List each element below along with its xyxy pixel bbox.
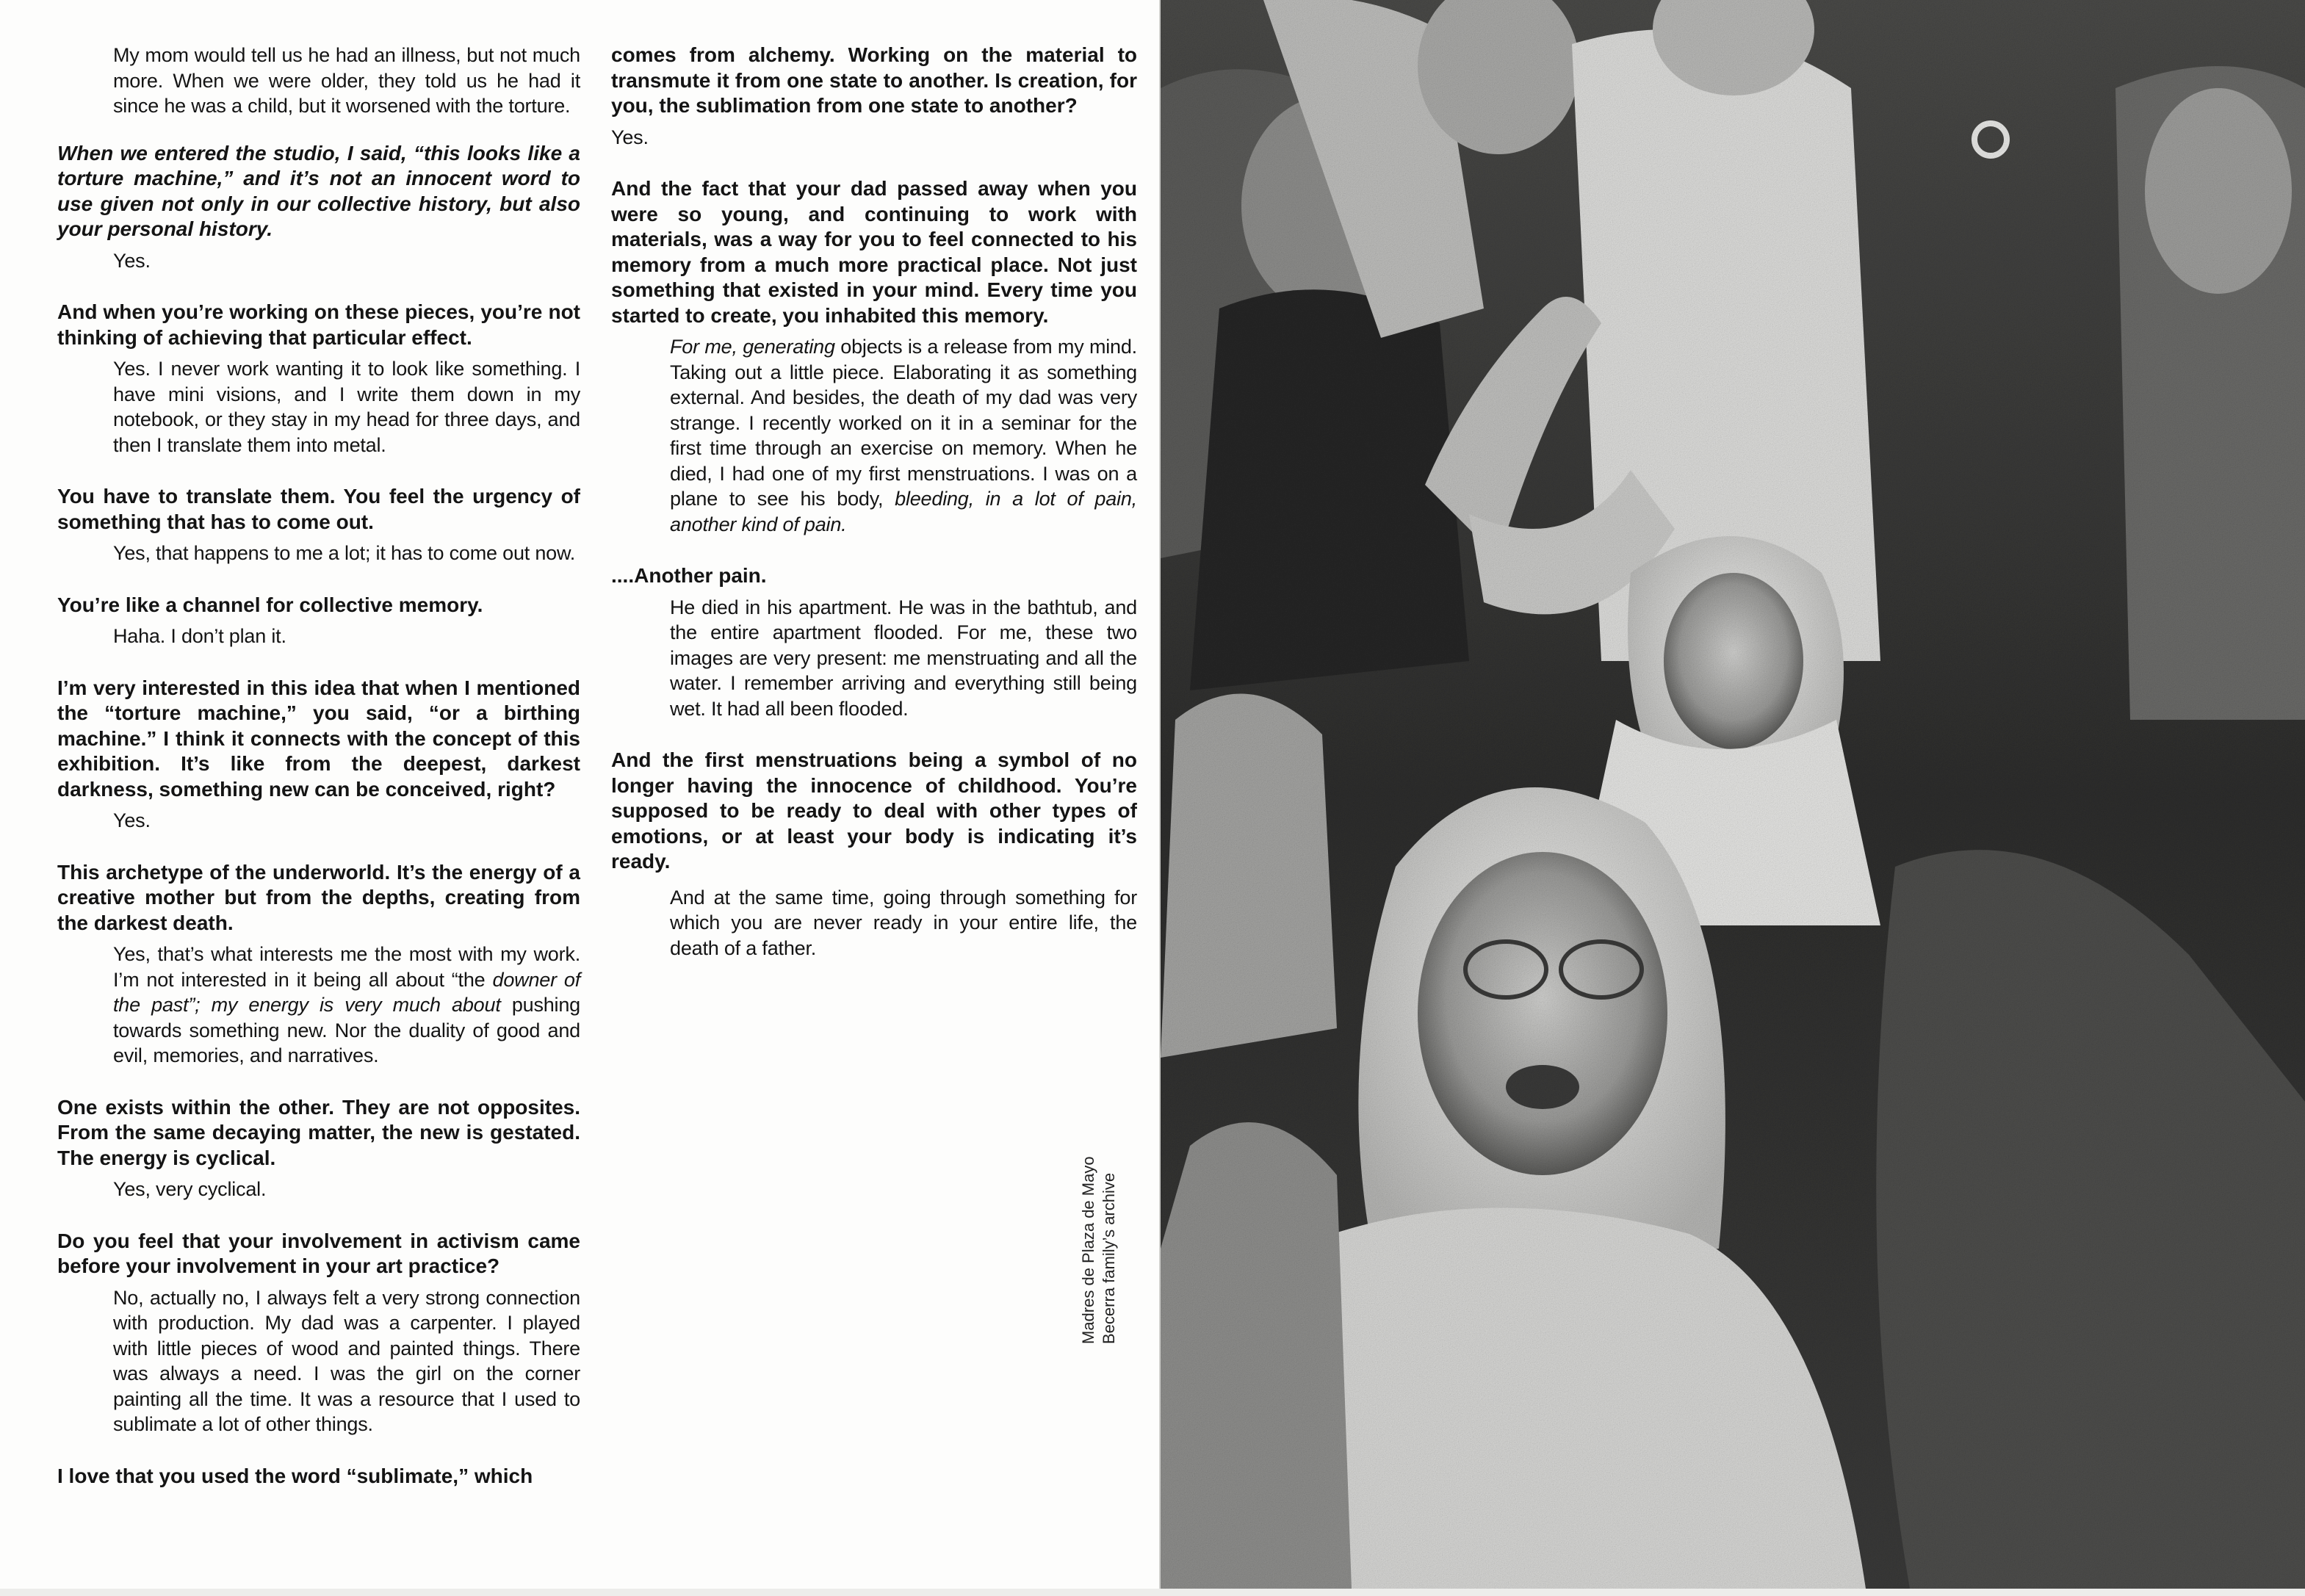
qa-block: [57, 860, 580, 1069]
text-column-1: [57, 43, 580, 1515]
answer-text: [670, 334, 1137, 537]
qa-block: [57, 1229, 580, 1437]
question-text: One exists within the other. They are not opposites. From the same decaying matter, the new is gestated. The energy is cyclical.: [57, 1095, 580, 1169]
caption-line: Madres de Plaza de Mayo: [1079, 1156, 1097, 1344]
arm-foreground: [1161, 1122, 1352, 1589]
qa-block: [57, 1464, 580, 1490]
qa-block: [611, 563, 1137, 721]
question-text: And the first menstruations being a symbol of no longer having the innocence of childhood. You’re supposed to be ready to deal with other types of emotions, or at least your body is indicating it’s ready.: [611, 748, 1137, 873]
question-text: You have to translate them. You feel the urgency of something that has to come out.: [57, 485, 580, 533]
answer-text: No, actually no, I always felt a very strong connection with production. My dad was a carpenter. I played with little pieces of wood and painted things. There was always a need. I was the girl on the corner painting all the time. It was a resource that I used to sublimate a lot of other things.: [113, 1286, 580, 1435]
qa-block: [57, 676, 580, 834]
qa-block: [57, 141, 580, 274]
answer-text: Yes.: [611, 126, 649, 148]
answer-italic: bleeding, in a lot of pain, another kind of pain.: [670, 488, 1137, 535]
question-text: This archetype of the underworld. It’s the energy of a creative mother but from the depths, creating from the darkest death.: [57, 860, 580, 934]
answer-text: And at the same time, going through something for which you are never ready in your entire life, the death of a father.: [670, 886, 1137, 959]
answer-text: My mom would tell us he had an illness, but not much more. When we were older, they told us he had it since he was a child, but it worsened with the torture.: [113, 44, 580, 117]
answer-span: objects is a release from my mind. Taking out a little piece. Elaborating it as something external. And besides, the death of my dad was very strange. I recently worked on it in a seminar for the first time through an exercise on memory. When he died, I had one of my first menstruations. I was on a plane to see his body,: [670, 336, 1137, 510]
open-mouth: [1506, 1065, 1579, 1109]
answer-italic: downer of the past”; my energy is very much about: [113, 968, 581, 1016]
woman-face-front: [1418, 852, 1667, 1175]
question-text: When we entered the studio, I said, “this looks like a torture machine,” and it’s not an innocent word to use given not only in our collective history, but also your personal history.: [57, 141, 580, 240]
question-text: ....Another pain.: [611, 564, 767, 587]
right-page-photo: [1161, 0, 2305, 1589]
answer-text: He died in his apartment. He was in the bathtub, and the entire apartment flooded. For me, these two images are very present: me menstruating and all the water. I remember arriving and everything still being wet. It had all been flooded.: [670, 596, 1137, 720]
man-jacket: [1190, 289, 1469, 690]
woman-face-middle: [1664, 573, 1803, 749]
answer-text: Haha. I don’t plan it.: [113, 625, 286, 647]
answer-span: Yes, that’s what interests me the most with my work. I’m not interested in it being all about “the: [113, 943, 580, 991]
caption-line: Becerra family’s archive: [1100, 1172, 1118, 1344]
qa-block: [611, 176, 1137, 537]
question-text: You’re like a channel for collective memory.: [57, 593, 483, 616]
qa-block: [57, 593, 580, 649]
answer-text: Yes.: [113, 809, 151, 831]
answer-text: Yes, that happens to me a lot; it has to come out now.: [113, 542, 576, 564]
qa-block: [57, 43, 580, 119]
answer-text: Yes, very cyclical.: [113, 1178, 267, 1200]
question-text: And the fact that your dad passed away when you were so young, and continuing to work with materials, was a way for you to feel connected to his memory from a much more practical place. Not just something that existed in your mind. Every time you started to create, you inhabited this memory.: [611, 177, 1137, 327]
qa-block: [611, 748, 1137, 961]
qa-block: [57, 484, 580, 566]
question-text: Do you feel that your involvement in activism came before your involvement in your art practice?: [57, 1229, 580, 1277]
answer-span: pushing towards something new. Nor the duality of good and evil, memories, and narratives.: [113, 994, 580, 1066]
text-column-2: [611, 43, 1137, 987]
photo-content: [1161, 0, 2305, 1589]
question-text: I love that you used the word “sublimate,” which: [57, 1464, 533, 1487]
qa-block: [57, 1095, 580, 1202]
answer-text: Yes. I never work wanting it to look like something. I have mini visions, and I write them down in my notebook, or they stay in my head for three days, and then I translate them into metal.: [113, 358, 580, 456]
archival-photo: [1161, 0, 2305, 1589]
photo-caption: [1078, 1156, 1119, 1344]
face-right: [2145, 88, 2292, 294]
qa-block: [611, 43, 1137, 150]
question-text: And when you’re working on these pieces, you’re not thinking of achieving that particular effect.: [57, 300, 580, 349]
answer-italic: For me, generating: [670, 336, 835, 358]
answer-text: [113, 942, 580, 1069]
question-text: I’m very interested in this idea that when I mentioned the “torture machine,” you said, “or a birthing machine.” I think it connects with the concept of this exhibition. It’s like from the deepest, darkest darkness, something new can be conceived, right?: [57, 676, 580, 801]
question-text: comes from alchemy. Working on the material to transmute it from one state to another. Is creation, for you, the sublimation from one state to another?: [611, 43, 1137, 117]
qa-block: [57, 300, 580, 458]
answer-text: Yes.: [113, 249, 151, 272]
crowd-figure: [1161, 693, 1337, 1058]
